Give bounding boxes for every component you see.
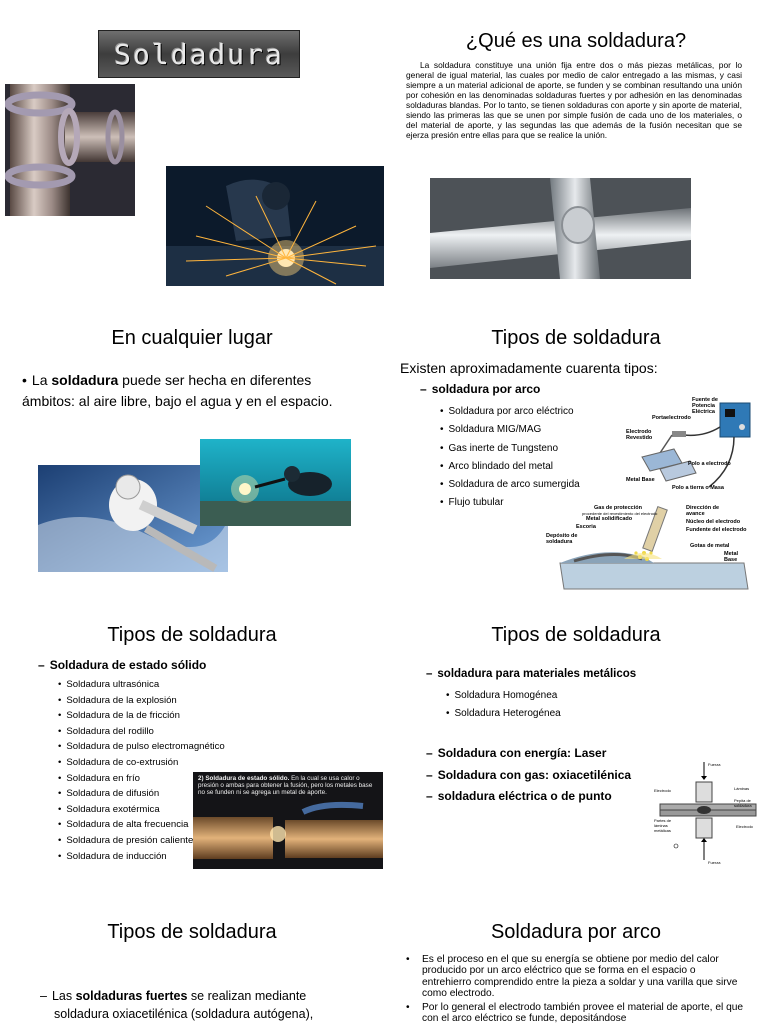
pipe-weld-photo [5, 84, 135, 216]
metallic-sub-list [446, 687, 561, 723]
list-item: • Soldadura de la explosión [58, 693, 225, 709]
bullet-text: • La soldadura puede ser hecha en diferentes ámbitos: al aire libre, bajo el agua y en el espacio. [22, 370, 352, 412]
slide-3 [0, 297, 384, 594]
list-item: • Gas inerte de Tungsteno [440, 440, 580, 458]
definition-paragraph: La soldadura constituye una unión fija entre dos o más piezas metálicas, por lo general de igual material, las cuales por medio de calor entregado a las mismas, y casi siempre a un material adicional de aporte, se funden y se combinan resultando una unión por cohesión en las denominadas soldaduras fuertes y por adhesión en las denominadas soldaduras blandas. Por lo tanto, se tienen soldaduras con aporte y sin aporte de material, siendo las primeras las que se unen por simple fusión de cada uno de los materiales, o del material de aporte, y las segundas las que además de la fusión necesitan que se ejerza presión entre ellas para que se realice la unión. [406, 60, 742, 140]
slide-1 [0, 0, 384, 297]
slide-2 [384, 0, 768, 297]
list-item: • Soldadura por arco eléctrico [440, 403, 580, 421]
list-item: • Soldadura de arco sumergida [440, 476, 580, 494]
slide-title: Soldadura por arco [490, 921, 662, 943]
slide-title: Tipos de soldadura [491, 327, 661, 349]
slide-title: En cualquier lugar [111, 327, 273, 349]
arc-description: • Es el proceso en el que su energía se obtiene por medio del calor producido por un arco eléctrico que se forma en el espacio o entrehierro comprendido entre la pieza a soldar y una varilla que sirve como electrodo. • Por lo general el electrodo también provee el material de aporte, el que con el arco eléctrico se funde, depositándose [406, 954, 744, 1024]
strong-welds-text: – Las soldaduras fuertes se realizan mediante soldadura oxiacetilénica (soldadura autógena), [40, 987, 313, 1023]
spot-welding-diagram: Fuerza Electrodo Láminas Pepita de soldadura Partes de láminas metálicas Electrodo Fuerza [652, 760, 762, 870]
list-item: • Soldadura Homogénea [446, 687, 561, 705]
underwater-welding-photo [200, 439, 351, 526]
arc-welding-process-diagram: Gas de protección procedente del revestimiento del electrodo Metal solidificado Escoria Depósito de soldadura Dirección de avance Núcleo del electrodo Fundente del electrodo Gotas de metal Metal Base [544, 503, 758, 591]
arc-heading: – soldadura por arco [420, 382, 540, 396]
energy-types-list [426, 743, 631, 808]
list-item: • Soldadura de alta frecuencia [58, 817, 225, 833]
slide-title: ¿Qué es una soldadura? [465, 30, 687, 52]
list-item: • Soldadura en frío [58, 771, 225, 787]
list-item: • Arco blindado del metal [440, 458, 580, 476]
banner-text: Soldadura [114, 37, 284, 71]
list-item: • Soldadura exotérmica [58, 802, 225, 818]
slide-title: Tipos de soldadura [107, 921, 277, 943]
photo-caption: 2) Soldadura de estado sólido. En la cual se usa calor o presión o ambas para obtener la fusión, pero los metales base no se funden ni se agrega un metal de aporte. [198, 775, 373, 797]
slide-6 [384, 594, 768, 891]
solid-state-heading: – Soldadura de estado sólido [38, 658, 206, 672]
welder-sparks-photo [166, 166, 384, 286]
list-item: • Soldadura de presión caliente [58, 833, 225, 849]
list-item: • Soldadura de inducción [58, 849, 225, 865]
list-item: • Soldadura del rodillo [58, 724, 225, 740]
arc-types-list [440, 403, 580, 513]
metallic-heading: – soldadura para materiales metálicos [426, 668, 636, 680]
list-item: • Soldadura Heterogénea [446, 705, 561, 723]
list-item: • Flujo tubular [440, 494, 580, 512]
slide-title: Tipos de soldadura [491, 624, 661, 646]
slide-7 [0, 891, 384, 1024]
slide-4 [384, 297, 768, 594]
intro-text: Existen aproximadamente cuarenta tipos: [400, 360, 658, 376]
slide-8 [384, 891, 768, 1024]
list-item: – Soldadura con gas: oxiacetilénica [426, 765, 631, 787]
tube-weld-photo [430, 178, 691, 279]
list-item: • Soldadura MIG/MAG [440, 421, 580, 439]
list-item: • Soldadura de difusión [58, 786, 225, 802]
solid-state-welding-photo [193, 772, 383, 869]
list-item: – soldadura eléctrica o de punto [426, 786, 631, 808]
arc-welding-setup-diagram: Fuente de Potencia Eléctrica Portaelectrodo Electrodo Revestido Polo a electrodo Metal Base Polo a tierra o Masa [624, 397, 754, 497]
title-banner [98, 30, 300, 78]
list-item: • Soldadura de co-extrusión [58, 755, 225, 771]
list-item: – Soldadura con energía: Laser [426, 743, 631, 765]
list-item: • Soldadura de pulso electromagnético [58, 739, 225, 755]
list-item: • Soldadura de la de fricción [58, 708, 225, 724]
slide-title: Tipos de soldadura [107, 624, 277, 646]
list-item: • Soldadura ultrasónica [58, 677, 225, 693]
slide-5 [0, 594, 384, 891]
